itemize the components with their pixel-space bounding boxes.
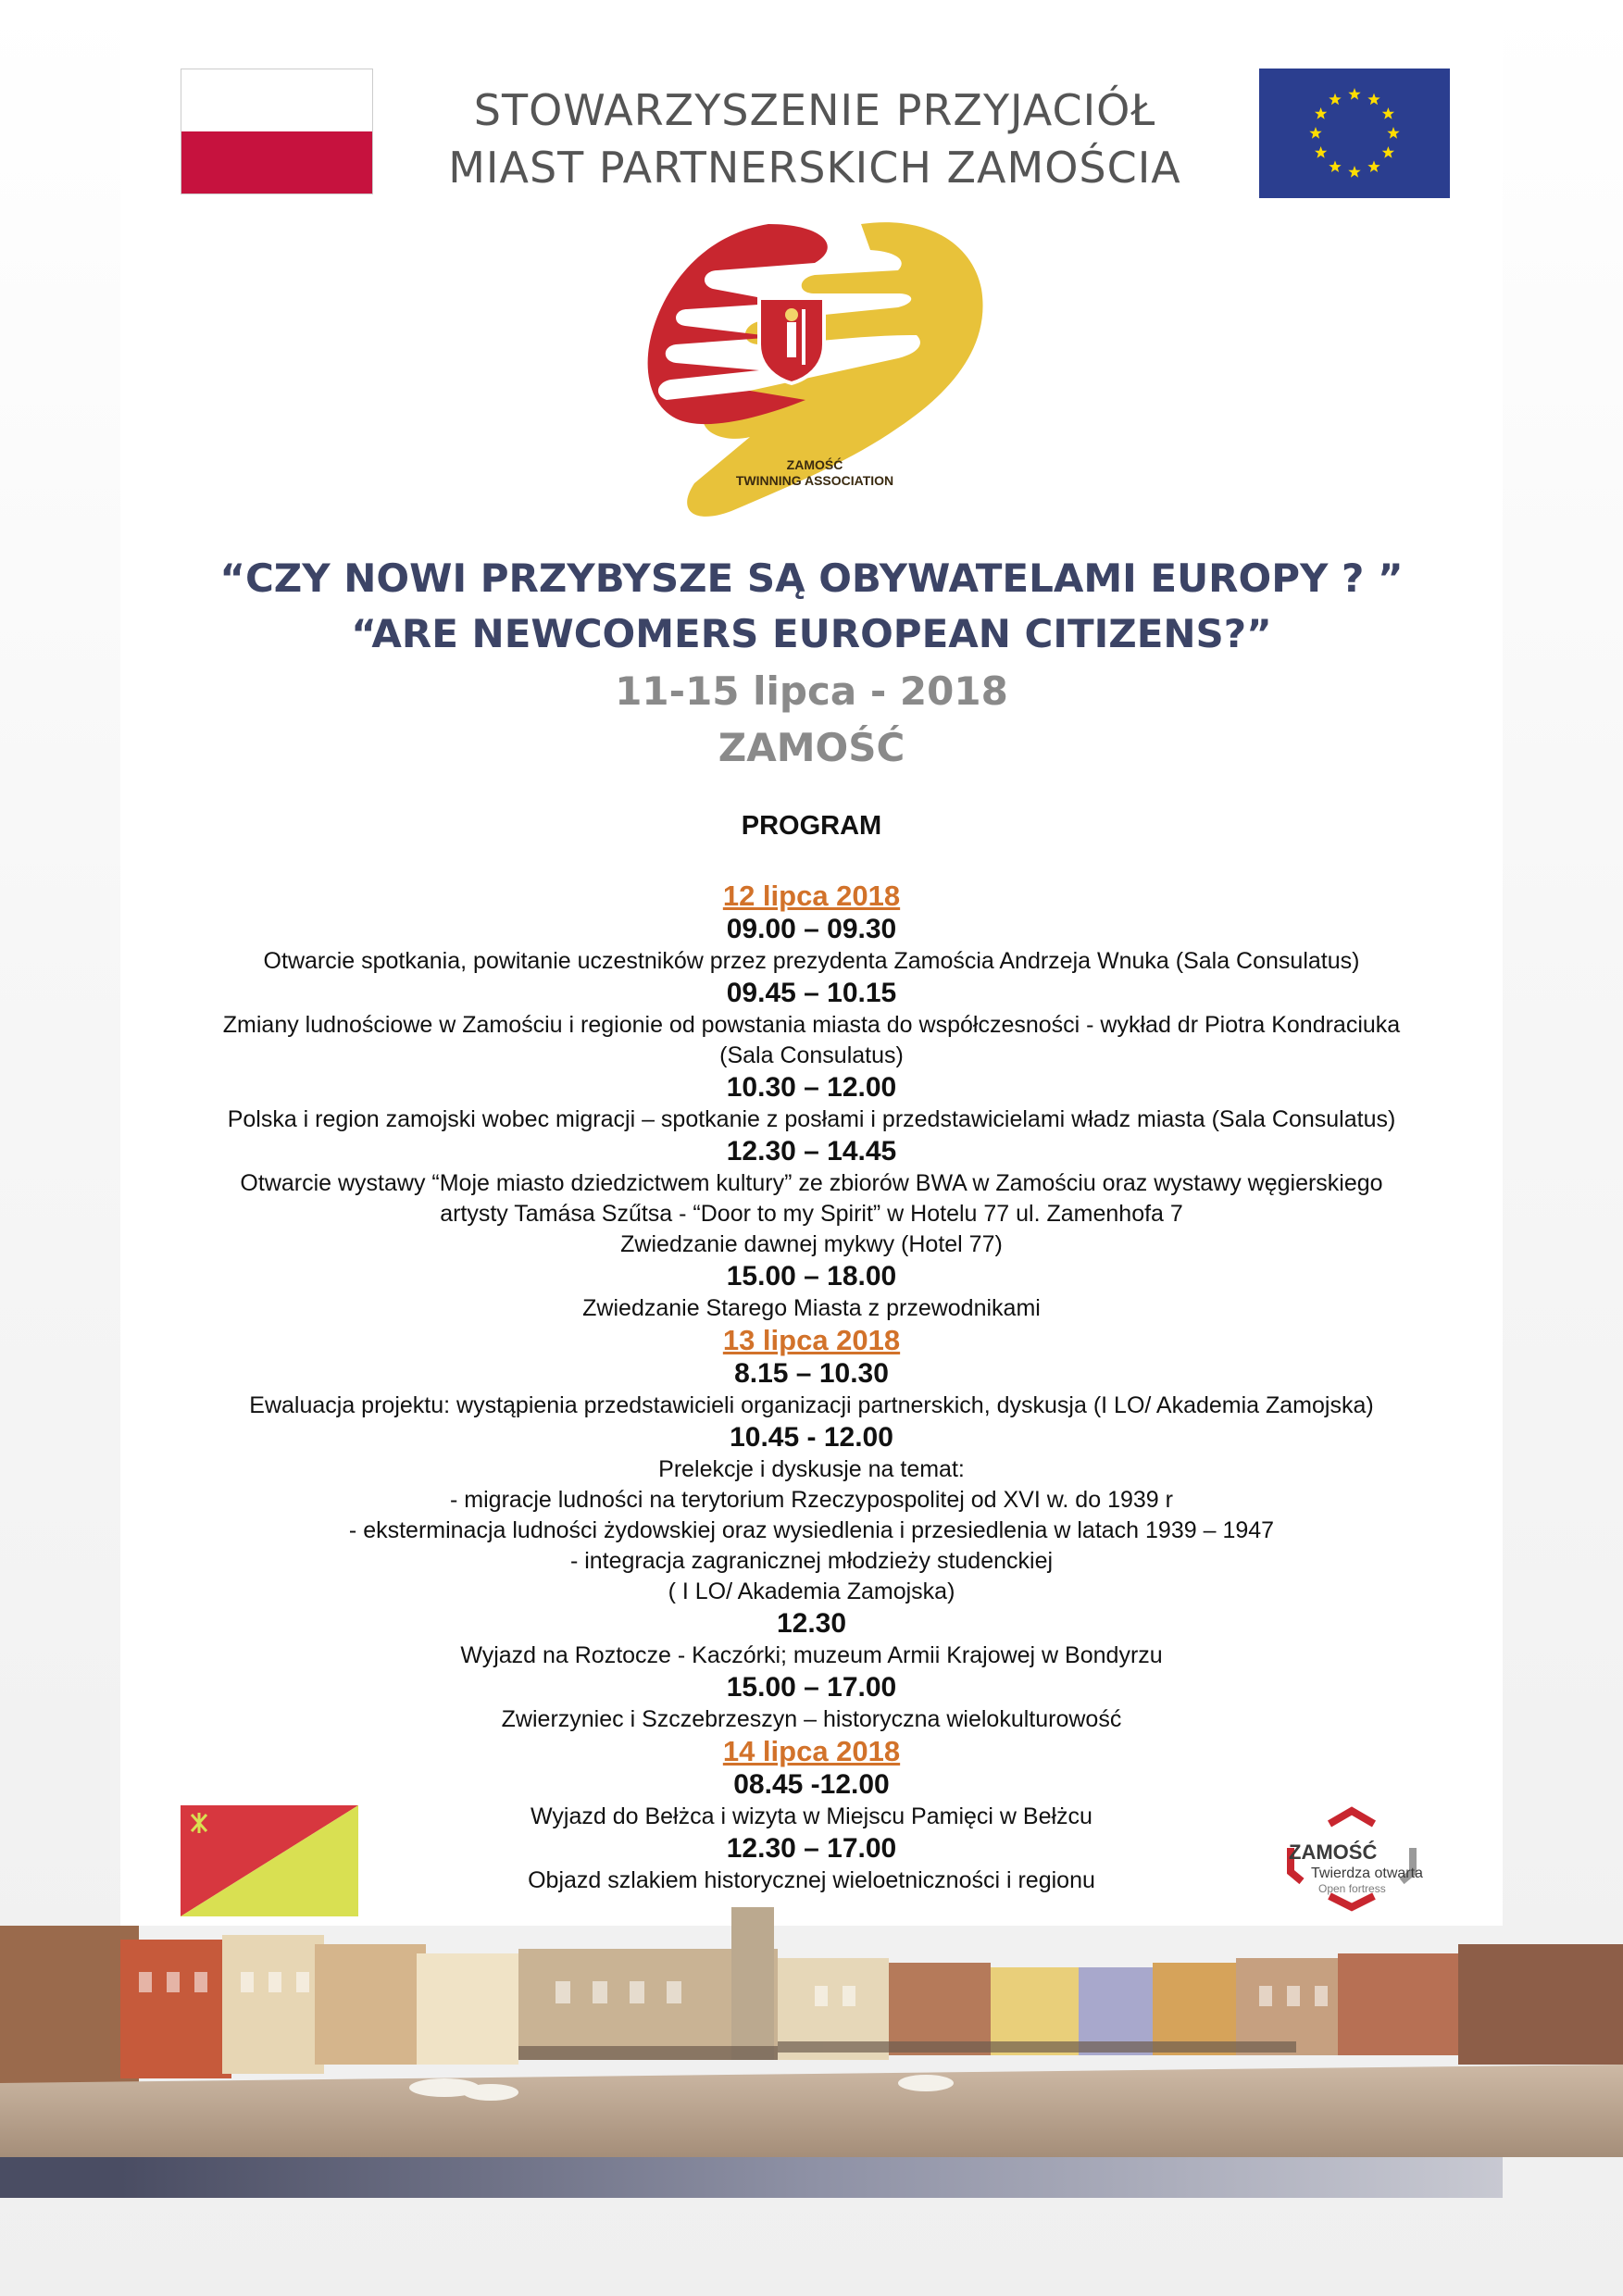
schedule-description: Prelekcje i dyskusje na temat: [658, 1456, 965, 1482]
schedule-description: Zmiany ludnościowe w Zamościu i regionie od powstania miasta do współczesności - wykład dr Piotra Kondraciuka [222, 1012, 1401, 1038]
schedule-description: - integracja zagranicznej młodzieży studenckiej [569, 1548, 1054, 1574]
schedule-time: 15.00 – 18.00 [726, 1261, 897, 1292]
polish-flag-icon [181, 69, 373, 194]
schedule-time: 10.45 - 12.00 [730, 1422, 893, 1453]
schedule-time: 15.00 – 17.00 [726, 1672, 897, 1703]
event-title-english: “ARE NEWCOMERS EUROPEAN CITIZENS?” [351, 611, 1272, 656]
program-schedule [120, 880, 1503, 1896]
schedule-description: Polska i region zamojski wobec migracji – spotkanie z posłami i przedstawicielami władz miasta (Sala Consulatus) [227, 1106, 1396, 1132]
schedule-day: 14 lipca 2018 [722, 1735, 901, 1767]
footer-bar-left [0, 2157, 120, 2198]
schedule-description: Otwarcie spotkania, powitanie uczestników przez prezydenta Zamościa Andrzeja Wnuka (Sala Consulatus) [263, 948, 1360, 974]
schedule-description: - eksterminacja ludności żydowskiej oraz wysiedlenia i przesiedlenia w latach 1939 – 1947 [348, 1517, 1275, 1543]
schedule-description: Ewaluacja projektu: wystąpienia przedstawicieli organizacji partnerskich, dyskusja (I LO/ Akademia Zamojska) [249, 1392, 1374, 1418]
schedule-description: Wyjazd do Bełżca i wizyta w Miejscu Pamięci w Bełżcu [531, 1803, 1092, 1829]
schedule-description: - migracje ludności na terytorium Rzeczypospolitej od XVI w. do 1939 r [450, 1487, 1173, 1513]
fortress-logo-line1: Twierdza otwarta [1311, 1866, 1423, 1881]
schedule-day: 13 lipca 2018 [722, 1324, 901, 1356]
eu-flag-icon [1259, 69, 1450, 198]
association-title-line1: STOWARZYSZENIE PRZYJACIÓŁ [473, 85, 1156, 135]
schedule-description: (Sala Consulatus) [719, 1042, 904, 1068]
schedule-description: Zwiedzanie dawnej mykwy (Hotel 77) [620, 1231, 1003, 1257]
schedule-time: 10.30 – 12.00 [726, 1072, 897, 1103]
zamosc-flag-icon [181, 1805, 358, 1916]
fortress-logo-line2: Open fortress [1318, 1882, 1386, 1895]
schedule-description: artysty Tamása Szűtsa - “Door to my Spirit” w Hotelu 77 ul. Zamenhofa 7 [440, 1201, 1183, 1227]
schedule-time: 12.30 – 17.00 [726, 1833, 897, 1864]
schedule-day: 12 lipca 2018 [722, 880, 901, 912]
association-title-line2: MIAST PARTNERSKICH ZAMOŚCIA [448, 143, 1181, 193]
program-label: PROGRAM [741, 811, 882, 841]
zamosc-coat-of-arms-icon [759, 298, 824, 383]
schedule-description: Zwierzyniec i Szczebrzeszyn – historyczna wielokulturowość [501, 1706, 1122, 1732]
logo-text-line1: ZAMOŚĆ [786, 457, 843, 472]
schedule-description: Wyjazd na Roztocze - Kaczórki; muzeum Armii Krajowej w Bondyrzu [460, 1642, 1163, 1668]
schedule-description: Zwiedzanie Starego Miasta z przewodnikami [582, 1295, 1041, 1321]
logo-text-line2: TWINNING ASSOCIATION [735, 473, 894, 488]
association-title [407, 81, 1222, 196]
schedule-time: 12.30 [776, 1608, 847, 1639]
schedule-description: ( I LO/ Akademia Zamojska) [668, 1578, 955, 1604]
old-town-square-image [0, 1907, 1623, 2157]
footer-bar [120, 2157, 1503, 2198]
fortress-logo-name: ZAMOŚĆ [1289, 1841, 1378, 1864]
zamosc-open-fortress-logo [1274, 1803, 1450, 1915]
schedule-time: 09.00 – 09.30 [726, 914, 897, 944]
event-dates: 11-15 lipca - 2018 [615, 668, 1008, 714]
schedule-time: 09.45 – 10.15 [726, 978, 897, 1008]
schedule-time: 8.15 – 10.30 [734, 1358, 889, 1389]
event-title-polish: “CZY NOWI PRZYBYSZE SĄ OBYWATELAMI EUROPY ? ” [219, 555, 1404, 601]
schedule-description: Otwarcie wystawy “Moje miasto dziedzictwem kultury” ze zbiorów BWA w Zamościu oraz wystawy węgierskiego [240, 1170, 1383, 1196]
schedule-description: Objazd szlakiem historycznej wieloetniczności i regionu [528, 1867, 1095, 1893]
schedule-time: 08.45 -12.00 [733, 1769, 890, 1800]
event-city: ZAMOŚĆ [718, 725, 905, 770]
twinning-association-logo [620, 206, 1009, 539]
schedule-time: 12.30 – 14.45 [726, 1136, 897, 1167]
